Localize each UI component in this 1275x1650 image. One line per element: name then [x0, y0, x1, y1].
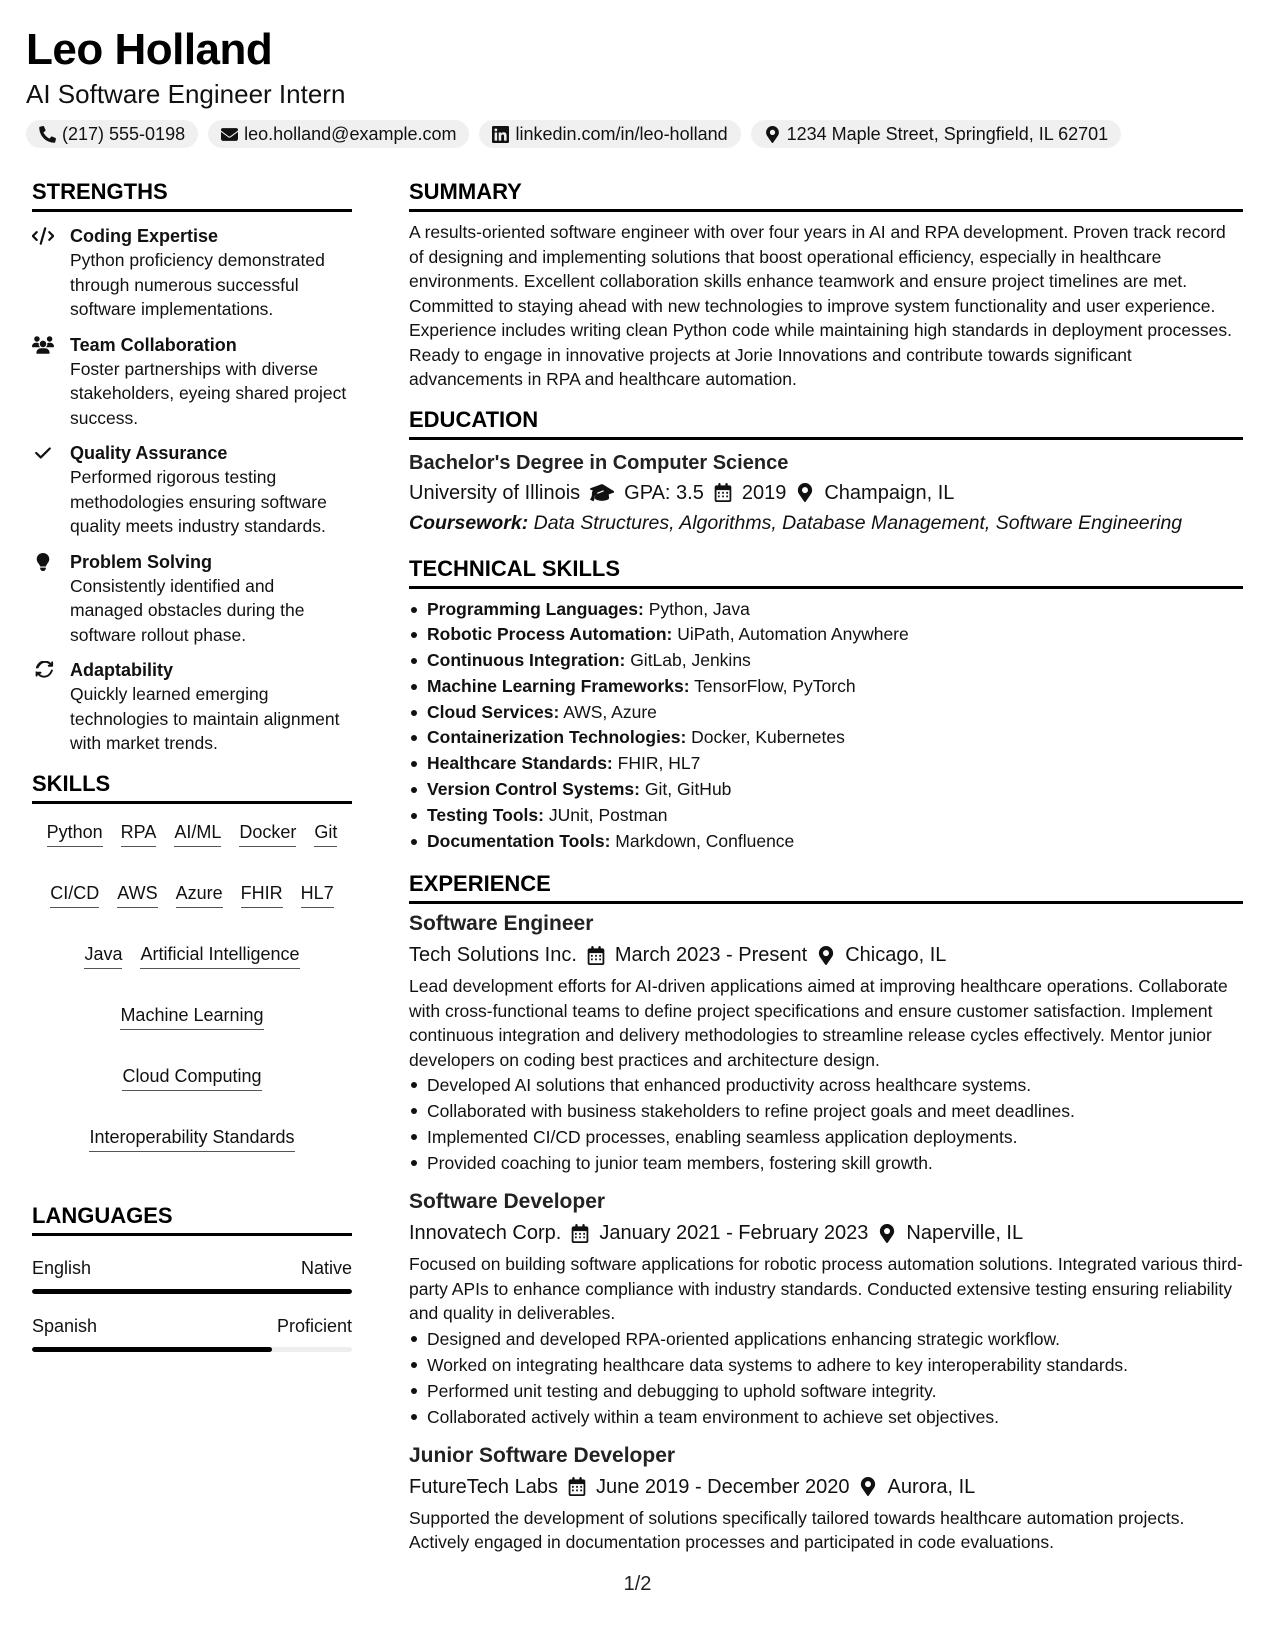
skill-values: Git, GitHub	[644, 779, 732, 800]
linkedin-text: linkedin.com/in/leo-holland	[515, 123, 728, 144]
list-item	[409, 803, 1243, 829]
map-marker-icon	[878, 1224, 896, 1243]
skill-category: Version Control Systems:	[427, 779, 640, 800]
left-column	[32, 178, 352, 1352]
job-location: Aurora, IL	[887, 1475, 976, 1498]
skill-category: Containerization Technologies:	[427, 727, 687, 748]
strengths-section	[32, 178, 352, 756]
skill-values: GitLab, Jenkins	[630, 650, 751, 671]
skill-tag: Docker	[239, 820, 296, 847]
skills-heading: SKILLS	[32, 770, 352, 804]
language-level-fill	[32, 1289, 352, 1294]
list-item	[409, 777, 1243, 803]
job-entry	[409, 910, 1243, 1176]
list-item: Performed unit testing and debugging to uphold software integrity.	[409, 1378, 1243, 1404]
skill-tag: AWS	[117, 881, 157, 908]
technical-skills-section	[409, 555, 1243, 855]
list-item: Implemented CI/CD processes, enabling seamless application deployments.	[409, 1124, 1243, 1150]
skill-tag: Artificial Intelligence	[140, 942, 299, 969]
skill-tag: Cloud Computing	[122, 1064, 261, 1091]
list-item: Collaborated actively within a team environment to achieve set objectives.	[409, 1404, 1243, 1430]
job-bullets	[409, 1072, 1243, 1176]
skill-values: UiPath, Automation Anywhere	[677, 624, 909, 645]
skill-tag: Python	[47, 820, 103, 847]
job-title: Junior Software Developer	[409, 1443, 676, 1467]
skill-tag: RPA	[121, 820, 157, 847]
skill-category: Cloud Services:	[427, 701, 560, 722]
phone-icon	[39, 126, 56, 143]
calendar-icon	[568, 1477, 586, 1496]
skill-category: Robotic Process Automation:	[427, 624, 673, 645]
candidate-name: Leo Holland	[26, 25, 273, 74]
job-entry	[409, 1188, 1243, 1430]
job-description: Focused on building software applications for robotic process automation solutions. Integrated various third-party APIs to enhance compliance with industry standards. Conducted extensive testing ensuring reliability and quality in deliverables.	[409, 1254, 1243, 1324]
address-text: 1234 Maple Street, Springfield, IL 62701	[786, 123, 1109, 144]
calendar-icon	[587, 946, 605, 965]
language-level-bar	[32, 1289, 352, 1294]
map-marker-icon	[817, 946, 835, 965]
skill-category: Machine Learning Frameworks:	[427, 675, 690, 696]
school-location: Champaign, IL	[824, 481, 955, 504]
job-dates: January 2021 - February 2023	[599, 1222, 869, 1245]
skill-tag: Machine Learning	[120, 1003, 263, 1030]
job-bullets	[409, 1326, 1243, 1430]
skill-tag: AI/ML	[174, 820, 221, 847]
skill-category: Healthcare Standards:	[427, 753, 613, 774]
code-icon	[32, 227, 54, 245]
skill-tag: Azure	[176, 881, 223, 908]
list-item	[409, 674, 1243, 700]
school-name: University of Illinois	[409, 481, 581, 504]
degree-title: Bachelor's Degree in Computer Science	[409, 451, 789, 474]
graduation-year: 2019	[741, 481, 787, 504]
education-meta	[409, 478, 1243, 508]
language-level-fill	[32, 1347, 272, 1352]
job-entry	[409, 1442, 1243, 1555]
job-title: Software Developer	[409, 1190, 606, 1214]
list-item	[409, 751, 1243, 777]
language-name: English	[32, 1257, 92, 1278]
list-item	[409, 597, 1243, 623]
linkedin-icon	[492, 126, 509, 143]
job-location: Chicago, IL	[845, 944, 947, 967]
skill-tag: HL7	[301, 881, 334, 908]
language-name: Spanish	[32, 1315, 98, 1336]
language-level: Proficient	[276, 1315, 352, 1336]
users-icon	[32, 336, 54, 354]
skill-values: TensorFlow, PyTorch	[694, 675, 856, 696]
list-item: Provided coaching to junior team members, fostering skill growth.	[409, 1150, 1243, 1176]
strength-title: Problem Solving	[70, 551, 213, 572]
list-item	[409, 700, 1243, 726]
education-section	[409, 406, 1243, 537]
skill-tag: Java	[84, 942, 122, 969]
languages-heading: LANGUAGES	[32, 1202, 352, 1236]
list-item	[409, 725, 1243, 751]
skill-tag: Git	[314, 820, 337, 847]
contact-bar	[26, 120, 1246, 148]
coursework	[409, 509, 1243, 537]
strength-item	[32, 441, 352, 539]
resume-header	[26, 24, 1246, 148]
company-name: Innovatech Corp.	[409, 1222, 562, 1245]
job-description: Lead development efforts for AI-driven applications aimed at improving healthcare operations. Collaborate with cross-functional teams to define project specifications and ensure customer satisfaction. Implement continuous integration and delivery methodologies to streamline release cycles effectively. Mentor junior developers on coding best practices and architecture design.	[409, 976, 1228, 1070]
phone-chip[interactable]	[26, 120, 198, 148]
graduation-cap-icon	[590, 483, 614, 502]
list-item: Worked on integrating healthcare data systems to adhere to key interoperability standards.	[409, 1352, 1243, 1378]
address-chip	[751, 120, 1122, 148]
strength-title: Coding Expertise	[70, 226, 219, 246]
skill-category: Programming Languages:	[427, 598, 644, 619]
list-item	[409, 622, 1243, 648]
calendar-icon	[714, 483, 732, 502]
strength-desc: Foster partnerships with diverse stakeholders, eyeing shared project success.	[70, 358, 347, 428]
languages-section	[32, 1202, 352, 1352]
strength-desc: Quickly learned emerging technologies to maintain alignment with market trends.	[70, 684, 340, 753]
list-item	[409, 648, 1243, 674]
email-text: leo.holland@example.com	[244, 123, 457, 144]
envelope-icon	[221, 126, 238, 143]
job-dates: March 2023 - Present	[614, 944, 808, 967]
job-description: Supported the development of solutions specifically tailored towards healthcare automation projects. Actively engaged in documentation processes and participated in code evaluations.	[409, 1507, 1185, 1553]
skill-category: Testing Tools:	[427, 804, 544, 825]
strength-desc: Python proficiency demonstrated through numerous successful software implementations.	[70, 250, 325, 319]
right-column	[409, 178, 1243, 1555]
list-item	[409, 829, 1243, 855]
map-marker-icon	[764, 126, 781, 143]
list-item: Developed AI solutions that enhanced productivity across healthcare systems.	[409, 1072, 1243, 1098]
education-heading: EDUCATION	[409, 406, 1243, 440]
map-marker-icon	[796, 483, 814, 502]
coursework-label: Coursework:	[409, 511, 529, 534]
skill-category: Continuous Integration:	[427, 650, 626, 671]
strength-title: Quality Assurance	[70, 443, 228, 463]
linkedin-chip[interactable]	[479, 120, 740, 148]
lightbulb-icon	[32, 553, 54, 571]
skill-values: Markdown, Confluence	[615, 830, 795, 851]
check-icon	[32, 444, 54, 462]
skill-values: Docker, Kubernetes	[691, 727, 845, 748]
summary-section	[409, 178, 1243, 392]
strength-desc: Performed rigorous testing methodologies ensuring software quality meets industry standards.	[70, 467, 327, 536]
skill-tag: Interoperability Standards	[89, 1125, 294, 1152]
strength-item	[32, 333, 352, 431]
experience-section	[409, 870, 1243, 1555]
email-chip[interactable]	[208, 120, 469, 148]
calendar-icon	[571, 1224, 589, 1243]
coursework-list: Data Structures, Algorithms, Database Management, Software Engineering	[533, 511, 1183, 534]
page-number: 1/2	[623, 1573, 652, 1595]
strength-item	[32, 658, 352, 756]
skill-values: FHIR, HL7	[617, 753, 701, 774]
summary-text: A results-oriented software engineer with over four years in AI and RPA development. Proven track record of designing and implementing solutions that boost operational efficiency, especially in healthcare environments. Excellent collaboration skills enhance teamwork and ensure project timelines are met. Committed to staying ahead with new technologies to improve system functionality and user experience. Experience includes writing clean Python code while maintaining high standards in deployment processes. Ready to engage in innovative projects at Jorie Innovations and contribute towards significant advancements in RPA and healthcare automation.	[409, 222, 1232, 389]
summary-heading: SUMMARY	[409, 178, 1243, 212]
skill-values: AWS, Azure	[563, 701, 657, 722]
skill-tag: FHIR	[241, 881, 283, 908]
technical-skills-list	[409, 597, 1243, 855]
strength-item	[32, 224, 352, 322]
candidate-title: AI Software Engineer Intern	[26, 79, 346, 109]
map-marker-icon	[859, 1477, 877, 1496]
company-name: Tech Solutions Inc.	[409, 944, 577, 967]
language-item	[32, 1314, 352, 1352]
technical-skills-heading: TECHNICAL SKILLS	[409, 555, 1243, 589]
list-item: Collaborated with business stakeholders to refine project goals and meet deadlines.	[409, 1098, 1243, 1124]
language-item	[32, 1256, 352, 1294]
strength-item	[32, 550, 352, 648]
phone-text: (217) 555-0198	[62, 123, 186, 144]
job-meta	[409, 1472, 1243, 1502]
company-name: FutureTech Labs	[409, 1475, 558, 1498]
job-meta	[409, 940, 1243, 970]
skill-values: Python, Java	[648, 598, 750, 619]
skills-section	[32, 770, 352, 1152]
skill-tag-list	[32, 820, 352, 1152]
skill-category: Documentation Tools:	[427, 830, 611, 851]
job-location: Naperville, IL	[906, 1222, 1024, 1245]
gpa-text: GPA: 3.5	[624, 481, 704, 504]
strength-title: Team Collaboration	[70, 334, 237, 355]
experience-heading: EXPERIENCE	[409, 870, 1243, 904]
job-meta	[409, 1218, 1243, 1248]
language-level: Native	[300, 1257, 352, 1278]
strengths-heading: STRENGTHS	[32, 178, 352, 212]
list-item: Designed and developed RPA-oriented applications enhancing strategic workflow.	[409, 1326, 1243, 1352]
job-title: Software Engineer	[409, 912, 594, 936]
job-dates: June 2019 - December 2020	[595, 1475, 850, 1498]
skill-tag: CI/CD	[50, 881, 99, 908]
skill-values: JUnit, Postman	[548, 804, 668, 825]
strength-desc: Consistently identified and managed obstacles during the software rollout phase.	[70, 575, 305, 645]
sync-icon	[32, 661, 54, 679]
language-level-bar	[32, 1347, 352, 1352]
strength-title: Adaptability	[70, 660, 174, 680]
